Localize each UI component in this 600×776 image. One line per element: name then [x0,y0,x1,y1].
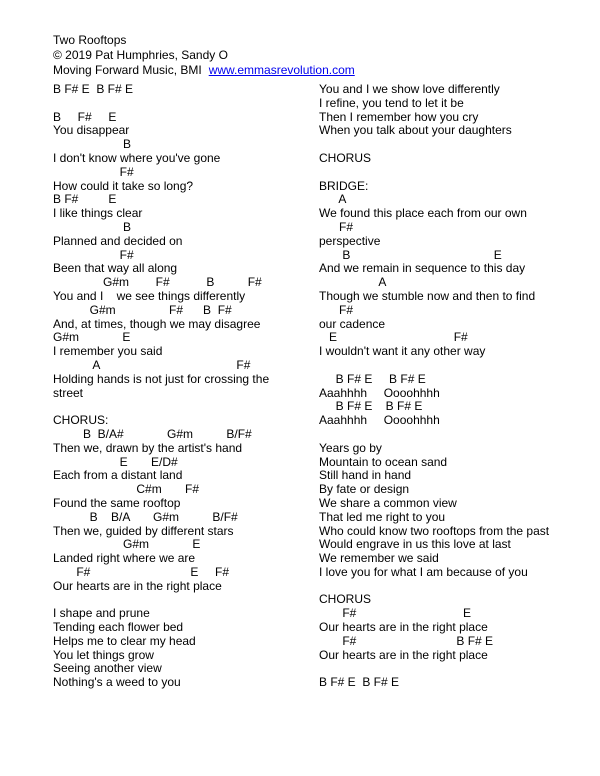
blank-line [53,400,269,414]
lyric-line: Aaahhhh Oooohhhh [319,385,440,400]
lyric-line: Landed right where we are [53,551,196,566]
blank-line [53,97,269,111]
chord-line: B E [319,247,502,262]
lyric-line: When you talk about your daughters [319,123,512,138]
section-label: CHORUS [319,150,372,165]
chord-line: B B/A# G#m B/F# [53,426,252,441]
lyric-line: Would engrave in us this love at last [319,537,511,552]
lyric-line: You disappear [53,123,130,138]
lyric-line: Tending each flower bed [53,620,184,635]
lyric-line: Aaahhhh Oooohhhh [319,413,440,428]
lyric-line: I refine, you tend to let it be [319,95,464,110]
chord-line: E F# [319,330,468,345]
publisher-line [53,63,355,78]
lyric-line: Each from a distant land [53,468,183,483]
lyric-line: Then I remember how you cry [319,109,479,124]
chord-line: A [319,275,387,290]
lyric-line: Found the same rooftop [53,495,181,510]
chord-line: E E/D# [53,454,178,469]
lyric-line: You let things grow [53,647,154,662]
lyric-line: I wouldn't want it any other way [319,344,486,359]
section-label: CHORUS: [53,413,109,428]
lyric-line: Then we, drawn by the artist's hand [53,440,243,455]
lyric-line: street [53,385,84,400]
chord-line: G#m F# B F# [53,302,232,317]
lyric-line: Holding hands is not just for crossing the [53,371,270,386]
copyright-line: © 2019 Pat Humphries, Sandy O [53,48,228,62]
chord-line: B F# E B F# E [319,371,426,386]
lyric-line: Our hearts are in the right place [319,647,488,662]
chord-line: F# E F# [53,564,230,579]
lyric-line: Planned and decided on [53,233,183,248]
chord-line: B B/A G#m B/F# [53,509,238,524]
lyric-line: How could it take so long? [53,178,194,193]
lyric-line: I remember you said [53,344,163,359]
left-column [53,83,269,690]
lyric-line: By fate or design [319,482,410,497]
lyric-line: That led me right to you [319,509,446,524]
chord-line: F# [53,164,134,179]
lyric-line: Still hand in hand [319,468,412,483]
blank-line [319,662,549,676]
lyric-line: Who could know two rooftops from the past [319,523,550,538]
chord-line: B F# E B F# E [319,675,400,690]
chord-line: F# E [319,606,472,621]
website-link[interactable]: www.emmasrevolution.com [208,63,355,77]
lyric-line: You and I we see things differently [53,288,246,303]
lyric-line: We found this place each from our own [319,206,527,221]
blank-line [53,593,269,607]
lyric-line: Helps me to clear my head [53,633,196,648]
header [53,33,355,78]
chord-line: G#m E [53,537,201,552]
lyric-line: I shape and prune [53,606,150,621]
lyric-line: Our hearts are in the right place [53,578,222,593]
chord-line: B [53,137,132,152]
lyric-line: Seeing another view [53,661,162,676]
lyric-line: I love you for what I am because of you [319,564,528,579]
chord-line: G#m E [53,330,131,345]
chord-line: B F# E [53,109,117,124]
chord-line: B F# E B F# E [319,399,423,414]
blank-line [319,138,549,152]
chord-line: A [319,192,347,207]
blank-line [319,428,549,442]
chord-line: F# [319,302,354,317]
lyric-line: We share a common view [319,495,457,510]
lyric-line: Then we, guided by different stars [53,523,234,538]
lyric-line: And, at times, though we may disagree [53,316,261,331]
blank-line [319,359,549,373]
lyric-line: Been that way all along [53,261,178,276]
chord-line: B F# E B F# E [53,82,134,96]
song-title: Two Rooftops [53,33,127,47]
right-column [319,83,549,690]
lyric-line: our cadence [319,316,386,331]
lyric-line: Our hearts are in the right place [319,620,488,635]
chord-line: A F# [53,357,251,372]
chord-line: G#m F# B F# [53,275,262,290]
blank-line [319,166,549,180]
chord-line: C#m F# [53,482,200,497]
lyric-line: Years go by [319,440,382,455]
lyric-line: Nothing's a weed to you [53,675,181,690]
lyric-line: Though we stumble now and then to find [319,288,536,303]
lyric-line: We remember we said [319,551,439,566]
lyric-line: perspective [319,233,381,248]
section-label: BRIDGE: [319,178,369,193]
chord-line: B [53,219,132,234]
chord-line: F# [53,247,134,262]
lyric-line: I don't know where you've gone [53,150,221,165]
chord-line: F# B F# E [319,633,494,648]
blank-line [319,580,549,594]
chord-line: B F# E [53,192,117,207]
publisher-text: Moving Forward Music, BMI [53,63,202,77]
lyric-line: You and I we show love differently [319,82,500,96]
lyric-line: Mountain to ocean sand [319,454,448,469]
chord-line: F# [319,219,354,234]
lyric-line: And we remain in sequence to this day [319,261,526,276]
lyric-line: I like things clear [53,206,143,221]
section-label: CHORUS [319,592,372,607]
